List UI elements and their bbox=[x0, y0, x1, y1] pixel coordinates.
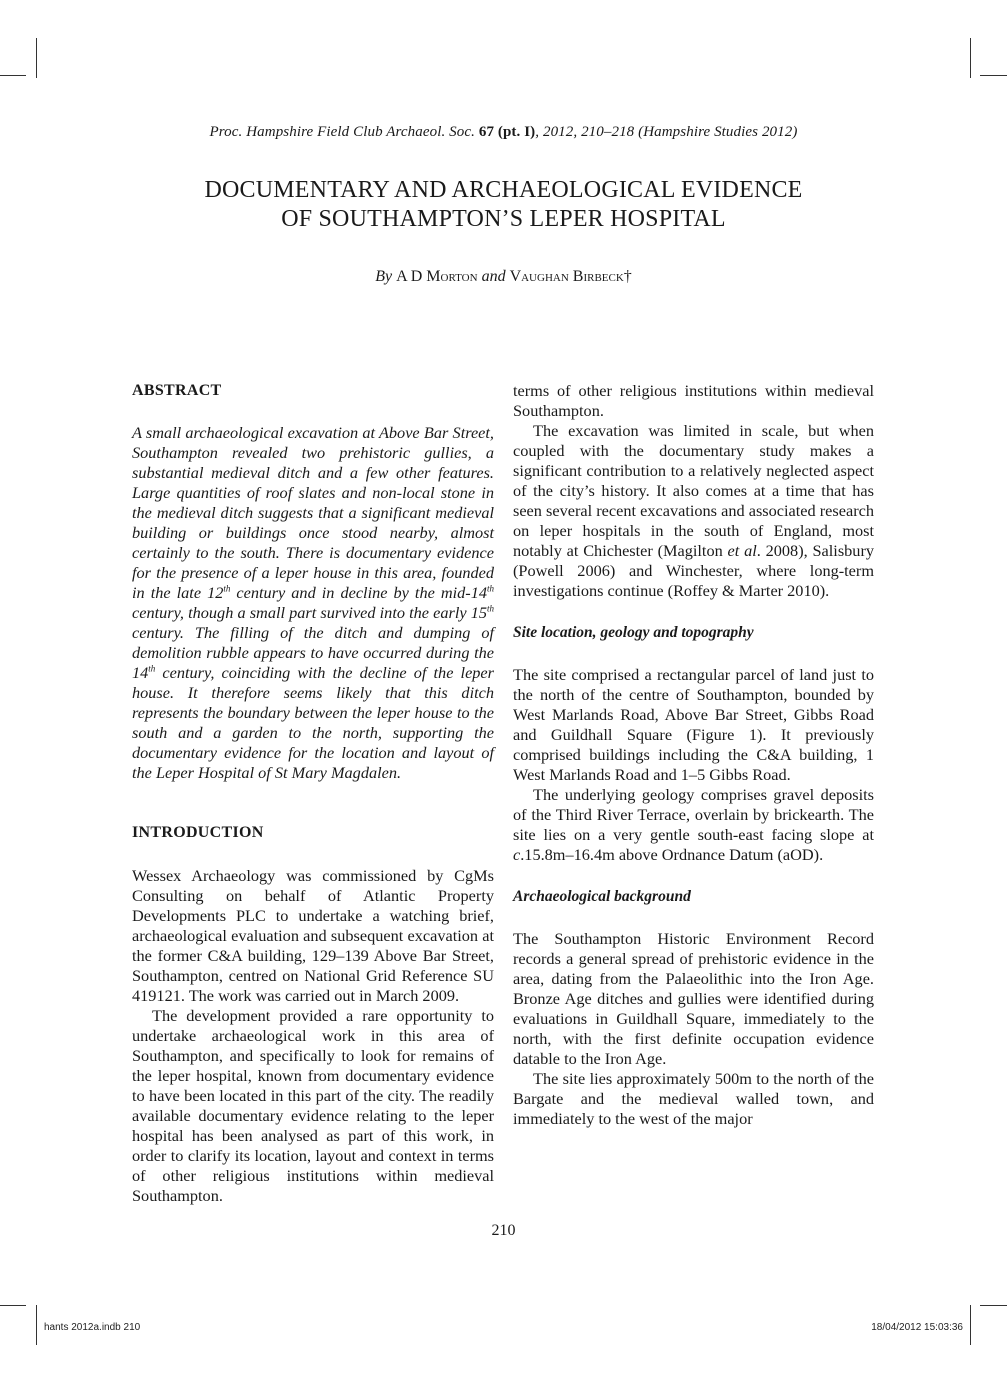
abstract-heading: ABSTRACT bbox=[132, 382, 222, 399]
crop-mark bbox=[36, 38, 37, 78]
left-column bbox=[132, 381, 494, 1205]
intro-paragraph-1: Wessex Archaeology was commissioned by CgMs Consulting on behalf of Atlantic Property Developments PLC to undertake a watching brief, archaeological evaluation and subsequent excavation at the former C&A building, 129–139 Above Bar Street, Southampton, centred on National Grid Reference SU 419121. The work was carried out in March 2009. bbox=[132, 866, 494, 1005]
site-location-paragraph-2: The underlying geology comprises gravel deposits of the Third River Terrace, overlain by brickearth. The site lies on a very gentle south-east facing slope at c.15.8m–16.4m above Ordnance Datum (aOD). bbox=[513, 785, 874, 864]
arch-background-heading: Archaeological background bbox=[513, 888, 691, 905]
arch-background-paragraph-2: The site lies approximately 500m to the north of the Bargate and the medieval walled town, and immediately to the west of the major bbox=[513, 1069, 874, 1128]
crop-mark bbox=[970, 1305, 971, 1345]
intro-paragraph-2: The development provided a rare opportunity to undertake archaeological work in this area of Southampton, and specifically to look for remains of the leper hospital, known from documentary evidence to have been located in this part of the city. The readily available documentary evidence relating to the leper hospital has been analysed as part of this work, in order to clarify its location, layout and context in terms of other religious institutions within medieval Southampton. bbox=[132, 1006, 494, 1205]
right-column bbox=[513, 381, 874, 1129]
crop-mark bbox=[980, 75, 1007, 76]
file-slug: hants 2012a.indb 210 bbox=[44, 1322, 141, 1333]
journal-name: Proc. Hampshire Field Club Archaeol. Soc. bbox=[209, 124, 475, 140]
byline bbox=[0, 268, 1007, 286]
author-1: A D Morton bbox=[396, 268, 478, 285]
intro-paragraph-2-continued: terms of other religious institutions within medieval Southampton. bbox=[513, 381, 874, 420]
intro-paragraph-3: The excavation was limited in scale, but when coupled with the documentary study makes a significant contribution to a relatively neglected aspect of the city’s history. It also comes at a time that has seen several recent excavations and associated research on leper hospitals in the south of England, most notably at Chichester (Magilton et al. 2008), Salisbury (Powell 2006) and Winchester, where long-term investigations continue (Roffey & Marter 2010). bbox=[513, 421, 875, 600]
article-title bbox=[0, 176, 1007, 234]
crop-mark bbox=[970, 38, 971, 78]
crop-mark bbox=[980, 1305, 1007, 1306]
byline-and: and bbox=[481, 268, 506, 285]
crop-mark bbox=[0, 1305, 26, 1306]
byline-by: By bbox=[375, 268, 393, 285]
journal-pages: , 2012, 210–218 (Hampshire Studies 2012) bbox=[535, 124, 798, 140]
date-slug: 18/04/2012 15:03:36 bbox=[871, 1322, 963, 1333]
journal-volume: 67 (pt. I) bbox=[478, 124, 536, 140]
title-line-1: DOCUMENTARY AND ARCHAEOLOGICAL EVIDENCE bbox=[204, 177, 803, 203]
page-number: 210 bbox=[491, 1222, 516, 1239]
title-line-2: OF SOUTHAMPTON’S LEPER HOSPITAL bbox=[281, 206, 726, 232]
journal-citation bbox=[0, 124, 1007, 141]
abstract-text: A small archaeological excavation at Above Bar Street, Southampton revealed two prehistoric gullies, a substantial medieval ditch and a few other features. Large quantities of roof slates and non-local stone in the medieval ditch suggests that a significant medieval building or buildings once stood nearby, almost certainly to the south. There is documentary evidence for the presence of a leper house in this area, founded in the late 12th century and in decline by the mid-14th century, though a small part survived into the early 15th century. The filling of the ditch and dumping of demolition rubble appears to have occurred during the 14th century, coinciding with the decline of the leper house. It therefore seems likely that this ditch represents the boundary between the leper house to the south and a garden to the north, supporting the documentary evidence for the location and layout of the Leper Hospital of St Mary Magdalen. bbox=[132, 423, 494, 782]
author-2: Vaughan Birbeck† bbox=[509, 268, 632, 285]
site-location-paragraph-1: The site comprised a rectangular parcel of land just to the north of the centre of Southampton, bounded by West Marlands Road, Above Bar Street, Gibbs Road and Guildhall Square (Figure 1). It previously comprised buildings including the C&A building, 1 West Marlands Road and 1–5 Gibbs Road. bbox=[513, 665, 874, 784]
arch-background-paragraph-1: The Southampton Historic Environment Record records a general spread of prehistoric evidence in the area, dating from the Palaeolithic into the Iron Age. Bronze Age ditches and gullies were identified during evaluations in Guildhall Square, immediately to the north, with the first definite occupation evidence datable to the Iron Age. bbox=[513, 929, 874, 1068]
introduction-heading: INTRODUCTION bbox=[132, 824, 264, 841]
crop-mark bbox=[0, 75, 26, 76]
site-location-heading: Site location, geology and topography bbox=[513, 624, 754, 641]
crop-mark bbox=[36, 1305, 37, 1345]
